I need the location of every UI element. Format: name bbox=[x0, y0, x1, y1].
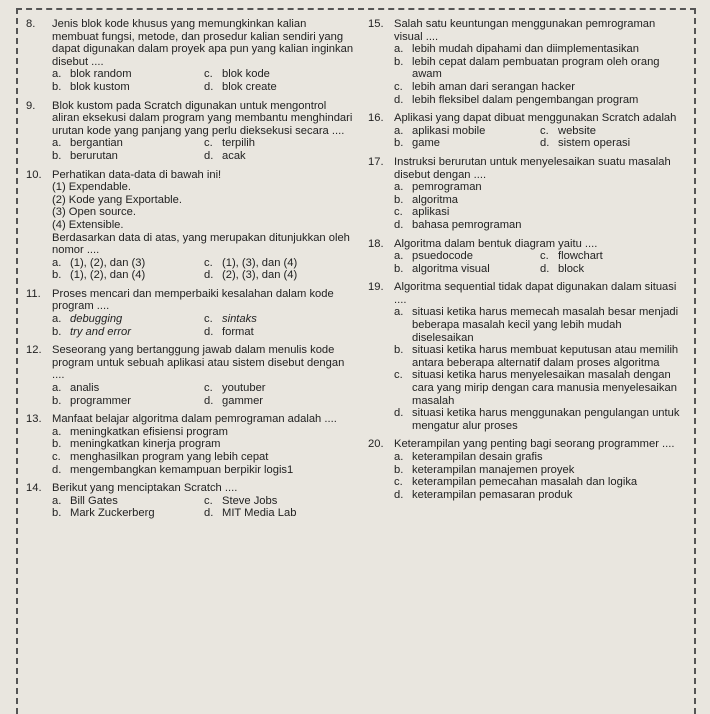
option-letter: a. bbox=[394, 250, 404, 263]
answer-option[interactable] bbox=[394, 476, 686, 489]
option-letter: b. bbox=[52, 325, 62, 338]
option-text: Mark Zuckerberg bbox=[70, 507, 155, 520]
answer-options bbox=[52, 68, 356, 93]
answer-options bbox=[394, 451, 686, 501]
question-number: 11. bbox=[26, 287, 41, 300]
dashed-border-left bbox=[16, 8, 18, 714]
question-text: Instruksi berurutan untuk menyelesaikan suatu masalah disebut dengan .... bbox=[394, 155, 671, 181]
answer-option[interactable] bbox=[52, 269, 204, 282]
answer-option[interactable] bbox=[394, 206, 686, 219]
option-letter: b. bbox=[394, 344, 404, 357]
answer-option[interactable] bbox=[394, 194, 686, 207]
option-text: (1), (2), dan (4) bbox=[70, 269, 146, 282]
answer-option[interactable] bbox=[394, 306, 686, 344]
option-text: keterampilan manajemen proyek bbox=[412, 463, 575, 476]
question-14 bbox=[26, 482, 356, 520]
answer-option[interactable] bbox=[204, 495, 356, 508]
option-text: (1), (3), dan (4) bbox=[222, 256, 298, 269]
question-stem bbox=[368, 18, 686, 43]
answer-option[interactable] bbox=[204, 326, 356, 339]
question-text: Blok kustom pada Scratch digunakan untuk mengontrol aliran eksekusi dalam program yang membantu menghindari urutan kode yang panjang yang perlu dieksekusi secara .... bbox=[52, 99, 353, 137]
data-list-item: (1) Expendable. bbox=[52, 181, 131, 194]
option-letter: a. bbox=[52, 256, 62, 269]
option-text: aplikasi bbox=[412, 206, 450, 219]
option-letter: a. bbox=[52, 494, 62, 507]
question-text: Aplikasi yang dapat dibuat menggunakan Scratch adalah bbox=[394, 112, 677, 125]
answer-option[interactable] bbox=[204, 313, 356, 326]
question-number: 8. bbox=[26, 18, 36, 30]
question-15 bbox=[368, 18, 686, 106]
option-text: psuedocode bbox=[412, 250, 473, 263]
option-text: flowchart bbox=[558, 250, 603, 263]
option-text: try and error bbox=[70, 325, 131, 338]
option-text: analis bbox=[70, 382, 100, 395]
question-text: Perhatikan data-data di bawah ini! bbox=[52, 168, 222, 181]
question-stem bbox=[26, 169, 356, 182]
option-letter: b. bbox=[52, 438, 62, 451]
question-stem bbox=[26, 344, 356, 382]
answer-option[interactable] bbox=[394, 56, 686, 81]
option-text: (1), (2), dan (3) bbox=[70, 256, 146, 269]
option-letter: d. bbox=[204, 80, 214, 93]
question-20 bbox=[368, 438, 686, 501]
question-stem bbox=[368, 238, 686, 251]
answer-options bbox=[394, 43, 686, 106]
question-text: Keterampilan yang penting bagi seorang programmer .... bbox=[394, 438, 675, 451]
right-column bbox=[368, 18, 686, 507]
option-text: blok kustom bbox=[70, 80, 130, 93]
option-letter: d. bbox=[204, 149, 214, 162]
option-text: aplikasi mobile bbox=[412, 124, 486, 137]
answer-option[interactable] bbox=[52, 326, 204, 339]
option-text: algoritma visual bbox=[412, 262, 490, 275]
question-8 bbox=[26, 18, 356, 94]
dashed-border-top bbox=[16, 8, 696, 10]
question-text: Manfaat belajar algoritma dalam pemrograman adalah .... bbox=[52, 413, 337, 426]
question-number: 9. bbox=[26, 99, 36, 112]
question-19 bbox=[368, 281, 686, 432]
option-text: blok kode bbox=[222, 68, 270, 81]
answer-option[interactable] bbox=[204, 137, 356, 150]
option-letter: a. bbox=[52, 425, 62, 438]
question-stem bbox=[26, 100, 356, 138]
option-text: block bbox=[558, 262, 585, 275]
option-letter: c. bbox=[204, 137, 213, 150]
answer-option[interactable] bbox=[52, 68, 204, 81]
data-list-item: (4) Extensible. bbox=[52, 218, 124, 231]
answer-option[interactable] bbox=[204, 68, 356, 81]
option-text: keterampilan pemecahan masalah dan logika bbox=[412, 476, 638, 489]
option-text: pemrograman bbox=[412, 181, 482, 194]
answer-option[interactable] bbox=[394, 369, 686, 407]
option-letter: b. bbox=[52, 507, 62, 520]
option-text: sistem operasi bbox=[558, 137, 631, 150]
answer-option[interactable] bbox=[394, 137, 540, 150]
answer-option[interactable] bbox=[540, 125, 686, 138]
question-13 bbox=[26, 413, 356, 476]
option-text: mengembangkan kemampuan berpikir logis1 bbox=[70, 463, 294, 476]
option-letter: d. bbox=[204, 394, 214, 407]
option-text: game bbox=[412, 137, 440, 150]
option-letter: d. bbox=[394, 218, 404, 231]
option-text: keterampilan desain grafis bbox=[412, 451, 543, 463]
answer-option[interactable] bbox=[394, 344, 686, 369]
dashed-border-right bbox=[694, 8, 696, 714]
answer-option[interactable] bbox=[204, 269, 356, 282]
answer-option[interactable] bbox=[52, 313, 204, 326]
option-letter: b. bbox=[394, 463, 404, 476]
question-number: 20. bbox=[368, 438, 384, 451]
question-text: Seseorang yang bertanggung jawab dalam menulis kode program untuk sebuah aplikasi atau sistem disebut dengan .... bbox=[52, 344, 345, 382]
answer-option[interactable] bbox=[394, 407, 686, 432]
option-letter: c. bbox=[394, 476, 403, 489]
answer-option[interactable] bbox=[204, 81, 356, 94]
question-number: 18. bbox=[368, 237, 384, 250]
option-letter: a. bbox=[394, 43, 404, 56]
option-text: (2), (3), dan (4) bbox=[222, 269, 298, 282]
answer-option[interactable] bbox=[52, 137, 204, 150]
option-letter: c. bbox=[204, 313, 213, 326]
answer-option[interactable] bbox=[204, 257, 356, 270]
question-number: 10. bbox=[26, 168, 42, 181]
question-18 bbox=[368, 238, 686, 276]
answer-option[interactable] bbox=[52, 495, 204, 508]
question-number: 12. bbox=[26, 344, 42, 357]
answer-option[interactable] bbox=[394, 43, 686, 56]
option-letter: c. bbox=[204, 68, 213, 81]
option-letter: b. bbox=[394, 193, 404, 206]
answer-options bbox=[394, 181, 686, 231]
option-text: gammer bbox=[222, 394, 264, 407]
answer-option[interactable] bbox=[204, 507, 356, 520]
question-text: Jenis blok kode khusus yang memungkinkan kalian membuat fungsi, metode, dan prosedur kalian sendiri yang dapat digunakan dalam proyek apa pun yang kalian inginkan disebut .... bbox=[52, 18, 354, 68]
option-letter: c. bbox=[540, 250, 549, 263]
answer-option[interactable] bbox=[52, 257, 204, 270]
option-letter: d. bbox=[394, 407, 404, 420]
question-stem bbox=[26, 482, 356, 495]
option-text: programmer bbox=[70, 394, 131, 407]
option-letter: b. bbox=[394, 262, 404, 275]
data-list-item: (3) Open source. bbox=[52, 206, 136, 219]
option-letter: c. bbox=[204, 382, 213, 395]
option-text: lebih aman dari serangan hacker bbox=[412, 80, 575, 93]
option-text: algoritma bbox=[412, 193, 459, 206]
option-text: bergantian bbox=[70, 137, 123, 150]
option-text: lebih fleksibel dalam pengembangan program bbox=[412, 93, 639, 106]
option-letter: d. bbox=[204, 507, 214, 520]
option-text: terpilih bbox=[222, 137, 255, 150]
answer-option[interactable] bbox=[394, 219, 686, 232]
question-stem bbox=[26, 288, 356, 313]
data-list-item: (2) Kode yang Exportable. bbox=[52, 193, 182, 206]
answer-option[interactable] bbox=[394, 125, 540, 138]
option-letter: b. bbox=[394, 137, 404, 150]
question-number: 16. bbox=[368, 112, 384, 125]
option-text: keterampilan pemasaran produk bbox=[412, 488, 573, 501]
option-text: lebih mudah dipahami dan diimplementasikan bbox=[412, 43, 639, 56]
option-letter: a. bbox=[52, 313, 62, 326]
option-text: debugging bbox=[70, 313, 123, 326]
option-letter: d. bbox=[394, 93, 404, 106]
answer-option[interactable] bbox=[52, 150, 204, 163]
option-text: Bill Gates bbox=[70, 494, 118, 507]
question-16 bbox=[368, 112, 686, 150]
answer-option[interactable] bbox=[52, 451, 356, 464]
question-stem bbox=[368, 438, 686, 451]
option-text: blok create bbox=[222, 80, 277, 93]
option-text: menghasilkan program yang lebih cepat bbox=[70, 451, 269, 463]
answer-option[interactable] bbox=[540, 263, 686, 276]
answer-option[interactable] bbox=[204, 382, 356, 395]
option-letter: a. bbox=[394, 306, 404, 319]
question-stem bbox=[26, 413, 356, 426]
option-letter: c. bbox=[394, 206, 403, 219]
answer-options bbox=[52, 426, 356, 476]
answer-options bbox=[52, 257, 356, 282]
question-10 bbox=[26, 169, 356, 282]
question-text: Salah satu keuntungan menggunakan pemrograman visual .... bbox=[394, 18, 656, 43]
answer-option[interactable] bbox=[394, 250, 540, 263]
option-letter: a. bbox=[394, 451, 404, 463]
question-number: 14. bbox=[26, 482, 42, 495]
question-text: Berikut yang menciptakan Scratch .... bbox=[52, 482, 238, 495]
question-text: Algoritma sequential tidak dapat digunakan dalam situasi .... bbox=[394, 281, 677, 306]
option-letter: b. bbox=[394, 55, 404, 68]
answer-option[interactable] bbox=[394, 181, 686, 194]
question-17 bbox=[368, 156, 686, 232]
question-9 bbox=[26, 100, 356, 163]
question-text-continued: Berdasarkan data di atas, yang merupakan ditunjukkan oleh nomor .... bbox=[52, 231, 350, 257]
answer-option[interactable] bbox=[394, 81, 686, 94]
answer-option[interactable] bbox=[394, 263, 540, 276]
question-12 bbox=[26, 344, 356, 407]
option-text: situasi ketika harus membuat keputusan atau memilih antara beberapa alternatif dalam proses algoritma bbox=[412, 344, 679, 369]
option-letter: d. bbox=[540, 262, 550, 275]
answer-options bbox=[52, 382, 356, 407]
option-letter: d. bbox=[540, 137, 550, 150]
option-text: acak bbox=[222, 149, 246, 162]
option-text: situasi ketika harus menggunakan pengulangan untuk mengatur alur proses bbox=[412, 407, 680, 432]
left-column bbox=[26, 18, 356, 526]
option-text: meningkatkan kinerja program bbox=[70, 438, 221, 451]
option-letter: b. bbox=[52, 149, 62, 162]
answer-option[interactable] bbox=[394, 94, 686, 107]
answer-option[interactable] bbox=[52, 464, 356, 477]
option-text: situasi ketika harus memecah masalah besar menjadi beberapa masalah kecil yang lebih mudah diselesaikan bbox=[412, 306, 679, 344]
question-number: 19. bbox=[368, 281, 384, 294]
option-letter: a. bbox=[394, 181, 404, 194]
option-text: lebih cepat dalam pembuatan program oleh orang awam bbox=[412, 55, 660, 81]
answer-option[interactable] bbox=[540, 137, 686, 150]
option-text: Steve Jobs bbox=[222, 494, 278, 507]
question-11 bbox=[26, 288, 356, 338]
option-text: berurutan bbox=[70, 149, 118, 162]
option-letter: a. bbox=[52, 68, 62, 81]
option-letter: b. bbox=[52, 80, 62, 93]
question-stem-continued bbox=[26, 232, 356, 257]
spacer bbox=[26, 232, 52, 257]
option-letter: d. bbox=[52, 463, 62, 476]
option-letter: a. bbox=[394, 124, 404, 137]
answer-options bbox=[394, 250, 686, 275]
answer-option[interactable] bbox=[52, 81, 204, 94]
question-number: 13. bbox=[26, 413, 42, 426]
question-stem bbox=[26, 18, 356, 68]
question-stem bbox=[368, 281, 686, 306]
option-letter: d. bbox=[204, 269, 214, 282]
answer-option[interactable] bbox=[52, 395, 204, 408]
option-letter: c. bbox=[540, 124, 549, 137]
answer-option[interactable] bbox=[204, 150, 356, 163]
answer-option[interactable] bbox=[52, 507, 204, 520]
option-text: bahasa pemrograman bbox=[412, 218, 522, 231]
option-text: format bbox=[222, 325, 254, 338]
option-text: meningkatkan efisiensi program bbox=[70, 425, 228, 438]
answer-option[interactable] bbox=[52, 426, 356, 439]
option-text: situasi ketika harus menyelesaikan masalah dengan cara yang mirip dengan cara manusia menyelesaikan masalah bbox=[412, 369, 677, 407]
option-text: blok random bbox=[70, 68, 132, 81]
answer-options bbox=[52, 137, 356, 162]
answer-option[interactable] bbox=[394, 451, 686, 464]
option-text: MIT Media Lab bbox=[222, 507, 297, 520]
option-text: youtuber bbox=[222, 382, 266, 395]
answer-option[interactable] bbox=[540, 250, 686, 263]
option-letter: a. bbox=[52, 382, 62, 395]
answer-options bbox=[394, 306, 686, 432]
answer-options bbox=[52, 313, 356, 338]
option-letter: b. bbox=[52, 269, 62, 282]
question-text: Algoritma dalam bentuk diagram yaitu .... bbox=[394, 237, 598, 250]
answer-option[interactable] bbox=[394, 464, 686, 477]
option-letter: d. bbox=[204, 325, 214, 338]
answer-option[interactable] bbox=[394, 489, 686, 502]
option-text: website bbox=[558, 124, 596, 137]
question-stem bbox=[368, 156, 686, 181]
answer-option[interactable] bbox=[52, 438, 356, 451]
question-stem bbox=[368, 112, 686, 125]
data-list bbox=[52, 181, 356, 231]
option-letter: c. bbox=[52, 451, 61, 463]
option-text: sintaks bbox=[222, 313, 257, 326]
option-letter: d. bbox=[394, 488, 404, 501]
answer-options bbox=[52, 495, 356, 520]
answer-option[interactable] bbox=[52, 382, 204, 395]
option-letter: c. bbox=[394, 80, 403, 93]
question-number: 17. bbox=[368, 155, 384, 168]
question-text: Proses mencari dan memperbaiki kesalahan dalam kode program .... bbox=[52, 287, 334, 313]
option-letter: b. bbox=[52, 394, 62, 407]
answer-options bbox=[394, 125, 686, 150]
option-letter: c. bbox=[394, 369, 403, 382]
question-number: 15. bbox=[368, 18, 384, 30]
option-letter: c. bbox=[204, 256, 213, 269]
answer-option[interactable] bbox=[204, 395, 356, 408]
option-letter: a. bbox=[52, 137, 62, 150]
option-letter: c. bbox=[204, 494, 213, 507]
